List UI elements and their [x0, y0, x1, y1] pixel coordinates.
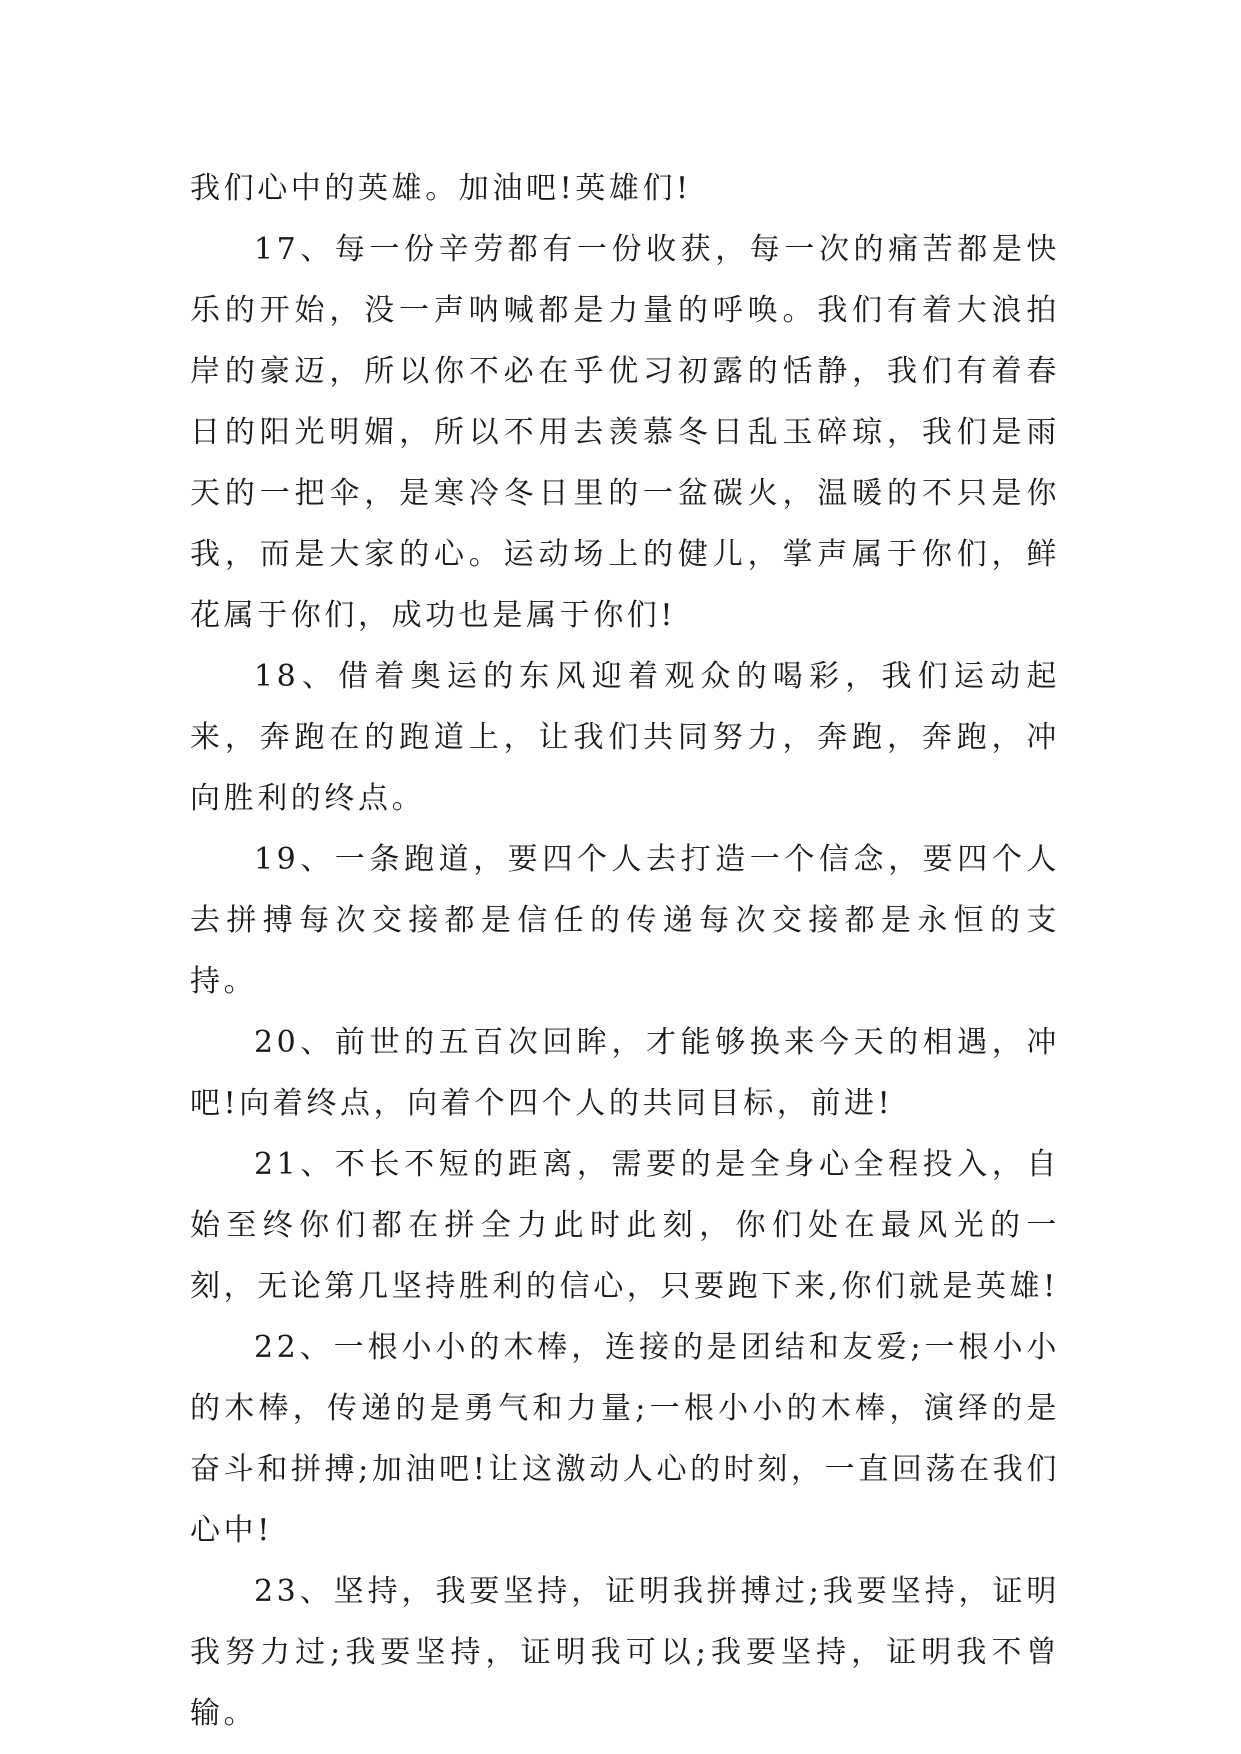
paragraph-23: 23、坚持，我要坚持，证明我拼搏过;我要坚持，证明我努力过;我要坚持，证明我可以;我要坚持，证明我不曾输。: [190, 1574, 1060, 1731]
paragraph-22: 22、一根小小的木棒，连接的是团结和友爱;一根小小的木棒，传递的是勇气和力量;一根小小的木棒，演绎的是奋斗和拼搏;加油吧!让这激动人心的时刻，一直回荡在我们心中!: [190, 1330, 1060, 1548]
paragraph-20: 20、前世的五百次回眸，才能够换来今天的相遇，冲吧!向着终点，向着个四个人的共同目标，前进!: [190, 1025, 1060, 1121]
paragraph-16-continuation: 我们心中的英雄。加油吧!英雄们!: [190, 171, 692, 206]
paragraph-19: 19、一条跑道，要四个人去打造一个信念，要四个人去拼搏每次交接都是信任的传递每次交接都是永恒的支持。: [190, 842, 1060, 999]
paragraph-21: 21、不长不短的距离，需要的是全身心全程投入，自始至终你们都在拼全力此时此刻，你们处在最风光的一刻，无论第几坚持胜利的信心，只要跑下来,你们就是英雄!: [190, 1147, 1060, 1304]
paragraph-18: 18、借着奥运的东风迎着观众的喝彩，我们运动起来，奔跑在的跑道上，让我们共同努力，奔跑，奔跑，冲向胜利的终点。: [190, 659, 1060, 816]
paragraph-17: 17、每一份辛劳都有一份收获，每一次的痛苦都是快乐的开始，没一声呐喊都是力量的呼唤。我们有着大浪拍岸的豪迈，所以你不必在乎优习初露的恬静，我们有着春日的阳光明媚，所以不用去羡慕冬日乱玉碎琼，我们是雨天的一把伞，是寒冷冬日里的一盆碳火，温暖的不只是你我，而是大家的心。运动场上的健儿，掌声属于你们，鲜花属于你们，成功也是属于你们!: [190, 232, 1060, 633]
document-body: [190, 158, 1060, 1744]
